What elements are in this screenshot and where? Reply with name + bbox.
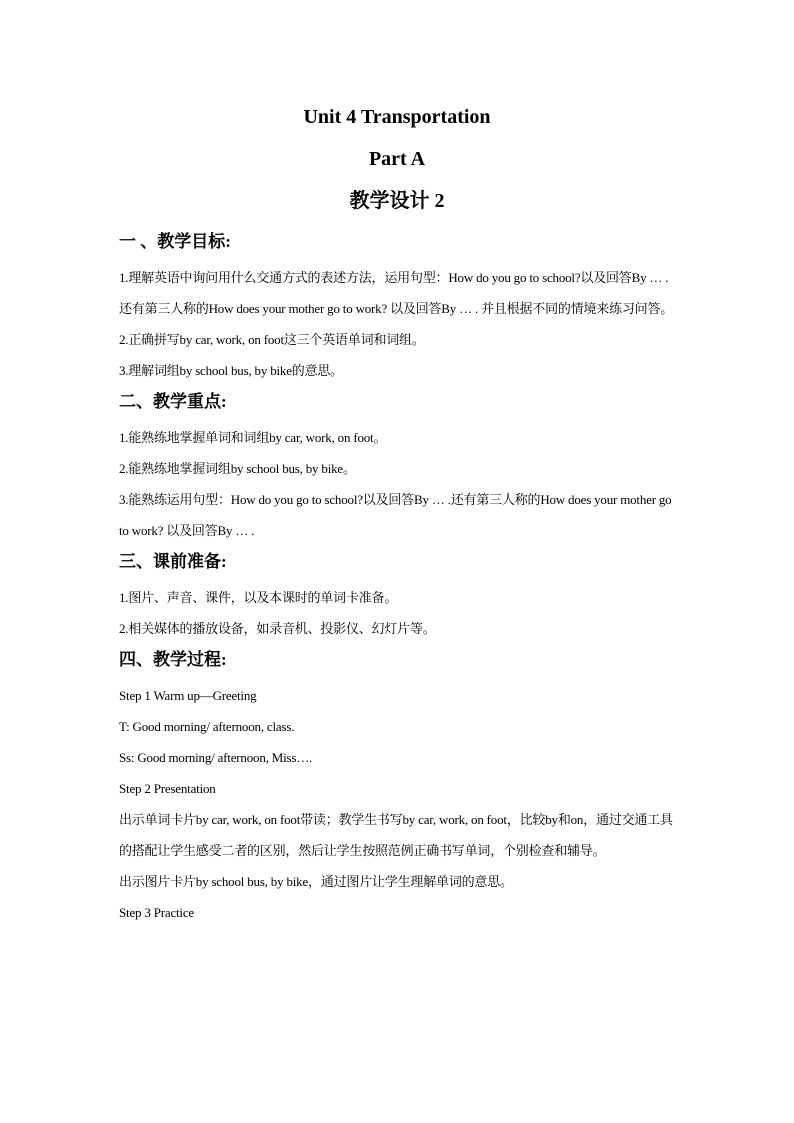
process-line-students: Ss: Good morning/ afternoon, Miss…. <box>119 750 313 765</box>
key-point-item-1: 1.能熟练地掌握单词和词组by car, work, on foot。 <box>119 430 387 445</box>
design-title: 教学设计 2 <box>349 190 445 212</box>
process-step-2: Step 2 Presentation <box>119 781 216 796</box>
section-heading-preparation: 三、课前准备: <box>119 552 227 571</box>
process-presentation-text-1: 出示单词卡片by car, work, on foot带读；教学生书写by car, work, on foot，比较by和on，通过交通工具的搭配让学生感受二者的区别，然后让学生按照范例正确书写单词，个别检查和辅导。 <box>119 812 673 858</box>
key-point-item-3: 3.能熟练运用句型：How do you go to school?以及回答By … .还有第三人称的How does your mother go to work? 以及回答By … . <box>119 492 672 538</box>
objective-item-2: 2.正确拼写by car, work, on foot这三个英语单词和词组。 <box>119 332 425 347</box>
preparation-item-2: 2.相关媒体的播放设备，如录音机、投影仪、幻灯片等。 <box>119 621 436 636</box>
process-step-1: Step 1 Warm up—Greeting <box>119 688 257 703</box>
part-title: Part A <box>368 148 426 170</box>
section-heading-objectives: 一 、教学目标: <box>119 232 231 251</box>
objective-item-1: 1.理解英语中询问用什么交通方式的表述方法，运用句型：How do you go to school?以及回答By … .还有第三人称的How does your mother go to work? 以及回答By … . 并且根据不同的情境来练习问答。 <box>119 270 674 316</box>
unit-title: Unit 4 Transportation <box>303 106 491 128</box>
section-heading-key-points: 二、教学重点: <box>119 392 227 411</box>
document-body <box>119 228 679 928</box>
process-step-3: Step 3 Practice <box>119 905 194 920</box>
process-line-teacher: T: Good morning/ afternoon, class. <box>119 719 295 734</box>
process-presentation-text-2: 出示图片卡片by school bus, by bike，通过图片让学生理解单词的意思。 <box>119 874 513 889</box>
objective-item-3: 3.理解词组by school bus, by bike的意思。 <box>119 363 343 378</box>
key-point-item-2: 2.能熟练地掌握词组by school bus, by bike。 <box>119 461 356 476</box>
preparation-item-1: 1.图片、声音、课件，以及本课时的单词卡准备。 <box>119 590 398 605</box>
section-heading-process: 四、教学过程: <box>119 650 227 669</box>
